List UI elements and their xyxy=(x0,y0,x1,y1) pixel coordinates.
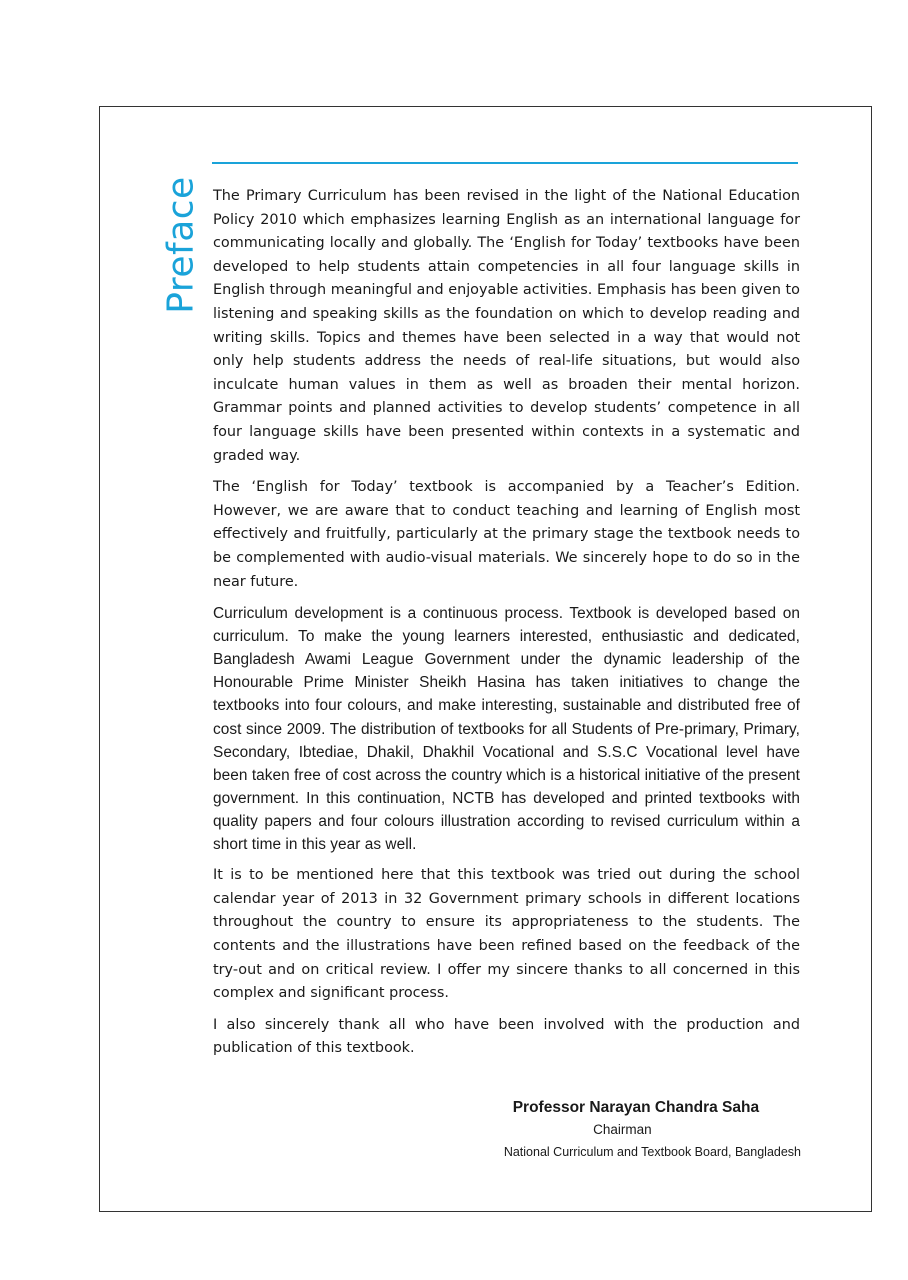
heading-rule xyxy=(212,162,798,164)
signature-block xyxy=(504,1097,801,1163)
paragraph-curriculum-revision: The Primary Curriculum has been revised in the light of the National Education Policy 2010 which emphasizes learning English as an international language for communicating locally and globally. The ‘English for Today’ textbooks have been developed to help students attain competencies in all four language skills in English through meaningful and enjoyable activities. Emphasis has been given to listening and speaking skills as the foundation on which to develop reading and writing skills. Topics and themes have been selected in a way that would not only help students address the needs of real-life situations, but would also inculcate human values in them as well as broaden their mental horizon. Grammar points and planned activities to develop students’ competence in all four language skills have been presented within contexts in a systematic and graded way. xyxy=(213,188,800,464)
paragraph-thanks: I also sincerely thank all who have been involved with the production and publication of this textbook. xyxy=(213,1016,800,1057)
preface-heading-text: Preface xyxy=(160,176,202,314)
paragraph-teachers-edition: The ‘English for Today’ textbook is accompanied by a Teacher’s Edition. However, we are aware that to conduct teaching and learning of English most effectively and fruitfully, particularly at the primary stage the textbook needs to be complemented with audio-visual materials. We sincerely hope to do so in the near future. xyxy=(213,479,800,590)
preface-body xyxy=(213,185,800,1069)
signatory-organization: National Curriculum and Textbook Board, Bangladesh xyxy=(503,1145,801,1159)
paragraph-tryout: It is to be mentioned here that this textbook was tried out during the school calendar year of 2013 in 32 Government primary schools in different locations throughout the country to ensure its appropriateness to the students. The contents and the illustrations have been refined based on the feedback of the try-out and on critical review. I offer my sincere thanks to all concerned in this complex and significant process. xyxy=(213,867,800,1002)
paragraph-curriculum-development: Curriculum development is a continuous process. Textbook is developed based on curriculum. To make the young learners interested, enthusiastic and dedicated, Bangladesh Awami League Government under the dynamic leadership of the Honourable Prime Minister Sheikh Hasina has taken initiatives to change the textbooks into four colours, and make interesting, sustainable and distributed free of cost since 2009. The distribution of textbooks for all Students of Pre-primary, Primary, Secondary, Ibtediae, Dhakil, Dhakhil Vocational and S.S.C Vocational level have been taken free of cost across the country which is a historical initiative of the present government. In this continuation, NCTB has developed and printed textbooks with quality papers and four colours illustration according to revised curriculum within a short time in this year as well. xyxy=(213,605,800,854)
preface-heading xyxy=(148,165,214,325)
signatory-role: Chairman xyxy=(593,1122,652,1137)
signatory-name: Professor Narayan Chandra Saha xyxy=(512,1099,760,1116)
